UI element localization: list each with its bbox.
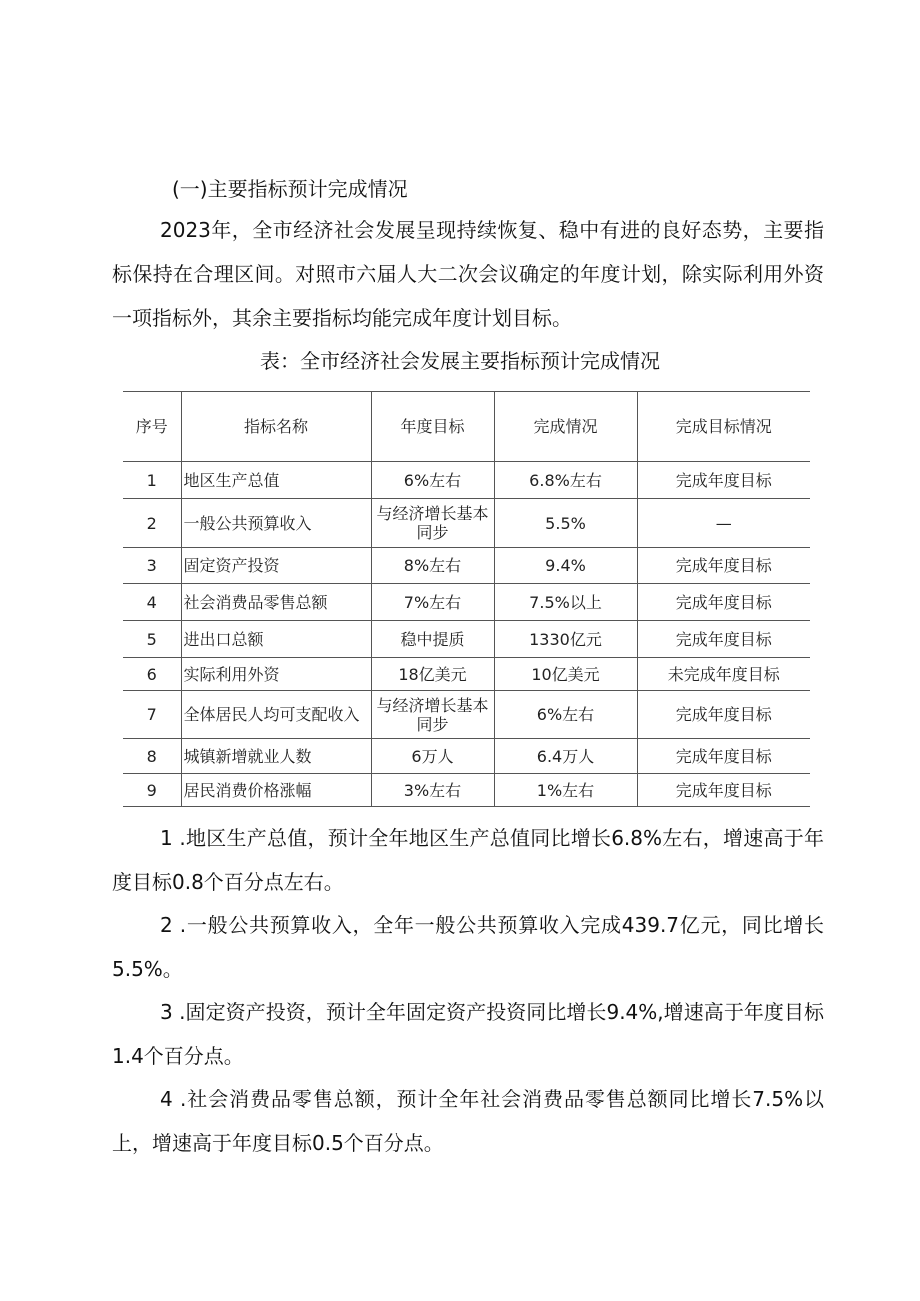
cell-actual: 6.4万人 xyxy=(494,739,637,774)
cell-status: 完成年度目标 xyxy=(637,462,810,499)
cell-actual: 1330亿元 xyxy=(494,621,637,658)
table-row xyxy=(123,462,810,499)
header-target: 年度目标 xyxy=(371,392,494,462)
cell-no: 7 xyxy=(123,691,181,739)
cell-no: 2 xyxy=(123,499,181,548)
cell-actual: 6%左右 xyxy=(494,691,637,739)
cell-status: 完成年度目标 xyxy=(637,548,810,584)
table-body xyxy=(123,462,810,807)
header-actual: 完成情况 xyxy=(494,392,637,462)
item-paragraph: 1 .地区生产总值，预计全年地区生产总值同比增长6.8%左右，增速高于年度目标0.8个百分点左右。 xyxy=(112,826,824,894)
cell-no: 8 xyxy=(123,739,181,774)
cell-target: 7%左右 xyxy=(371,584,494,621)
item-paragraph: 3 .固定资产投资，预计全年固定资产投资同比增长9.4%,增速高于年度目标1.4个百分点。 xyxy=(112,1000,824,1068)
cell-no: 1 xyxy=(123,462,181,499)
cell-status: 完成年度目标 xyxy=(637,739,810,774)
cell-actual: 10亿美元 xyxy=(494,658,637,691)
item-paragraph: 4 .社会消费品零售总额，预计全年社会消费品零售总额同比增长7.5%以上，增速高于年度目标0.5个百分点。 xyxy=(112,1087,824,1155)
cell-actual: 7.5%以上 xyxy=(494,584,637,621)
cell-actual: 1%左右 xyxy=(494,774,637,807)
cell-status: 完成年度目标 xyxy=(637,621,810,658)
table-title: 表：全市经济社会发展主要指标预计完成情况 xyxy=(260,349,660,373)
section-heading: (一)主要指标预计完成情况 xyxy=(172,177,408,201)
item-paragraph: 2 .一般公共预算收入，全年一般公共预算收入完成439.7亿元，同比增长5.5%。 xyxy=(112,913,824,981)
cell-no: 5 xyxy=(123,621,181,658)
cell-no: 6 xyxy=(123,658,181,691)
table-row xyxy=(123,621,810,658)
table-row xyxy=(123,774,810,807)
cell-name: 进出口总额 xyxy=(181,621,371,658)
cell-target: 6万人 xyxy=(371,739,494,774)
cell-name: 全体居民人均可支配收入 xyxy=(181,691,371,739)
cell-status: — xyxy=(637,499,810,548)
cell-name: 地区生产总值 xyxy=(181,462,371,499)
table-row xyxy=(123,739,810,774)
cell-name: 实际利用外资 xyxy=(181,658,371,691)
cell-target: 8%左右 xyxy=(371,548,494,584)
cell-status: 完成年度目标 xyxy=(637,584,810,621)
cell-actual: 9.4% xyxy=(494,548,637,584)
cell-name: 居民消费价格涨幅 xyxy=(181,774,371,807)
cell-target: 6%左右 xyxy=(371,462,494,499)
cell-status: 未完成年度目标 xyxy=(637,658,810,691)
cell-status: 完成年度目标 xyxy=(637,691,810,739)
cell-target: 稳中提质 xyxy=(371,621,494,658)
cell-name: 城镇新增就业人数 xyxy=(181,739,371,774)
header-name: 指标名称 xyxy=(181,392,371,462)
cell-target: 与经济增长基本同步 xyxy=(371,499,494,548)
table-row xyxy=(123,548,810,584)
table-row xyxy=(123,658,810,691)
cell-name: 社会消费品零售总额 xyxy=(181,584,371,621)
table-header-row xyxy=(123,392,810,462)
indicators-table xyxy=(123,391,810,807)
header-no: 序号 xyxy=(123,392,181,462)
cell-name: 一般公共预算收入 xyxy=(181,499,371,548)
intro-paragraph: 2023年，全市经济社会发展呈现持续恢复、稳中有进的良好态势，主要指标保持在合理区间。对照市六届人大二次会议确定的年度计划，除实际利用外资一项指标外，其余主要指标均能完成年度计划目标。 xyxy=(112,218,824,330)
cell-target: 与经济增长基本同步 xyxy=(371,691,494,739)
table-row xyxy=(123,499,810,548)
cell-no: 9 xyxy=(123,774,181,807)
cell-target: 18亿美元 xyxy=(371,658,494,691)
table-row xyxy=(123,584,810,621)
table-row xyxy=(123,691,810,739)
cell-actual: 6.8%左右 xyxy=(494,462,637,499)
header-status: 完成目标情况 xyxy=(637,392,810,462)
cell-actual: 5.5% xyxy=(494,499,637,548)
cell-target: 3%左右 xyxy=(371,774,494,807)
cell-no: 4 xyxy=(123,584,181,621)
cell-name: 固定资产投资 xyxy=(181,548,371,584)
cell-status: 完成年度目标 xyxy=(637,774,810,807)
cell-no: 3 xyxy=(123,548,181,584)
